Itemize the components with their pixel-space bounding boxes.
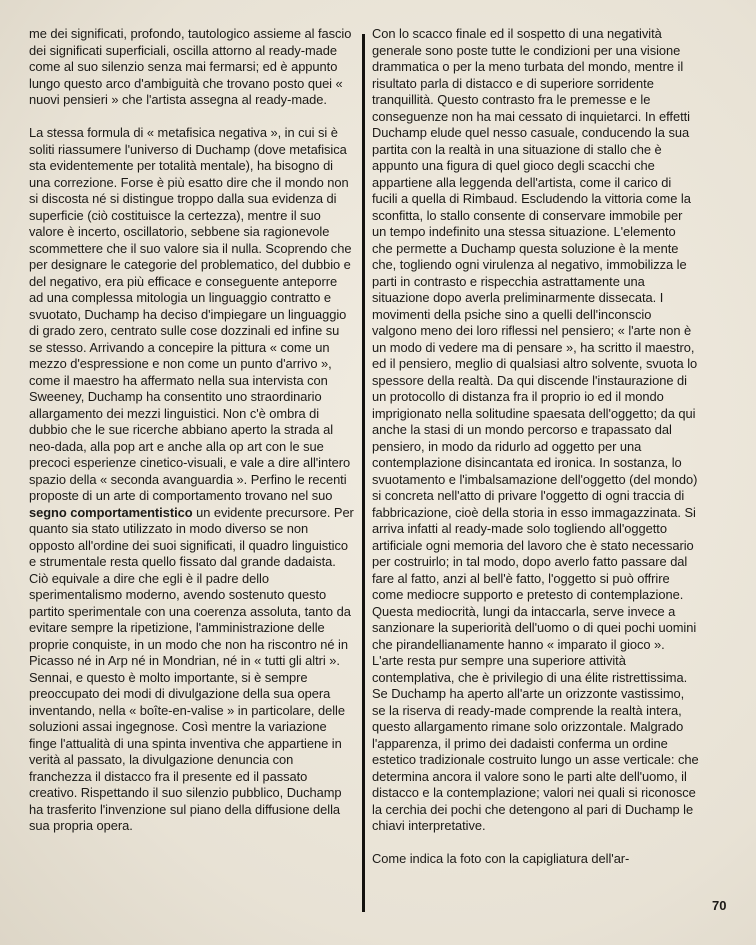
paragraph bbox=[29, 125, 354, 835]
emphasized-term: segno comportamentistico bbox=[29, 504, 193, 520]
paragraph: Con lo scacco finale ed il sospetto di una negatività generale sono poste tutte le condizioni per una visione drammatica o per la meno turbata del mondo, mentre il risultato parla di distacco e di superiore sorridente tranquillità. Questo contrasto fra le premesse e le conseguenze non ha mai cessato di inquietarci. In effetti Duchamp elude quel nesso casuale, conducendo la sua partita con la realtà in una situazione di stallo che è appunto una figura di quel gioco degli scacchi che appartiene alla leggenda dell'artista, come il carico di fucili a quella di Rimbaud. Escludendo la vittoria come la sconfitta, lo stallo consente di conservare immobile per un tempo indefinito una stessa situazione. L'elemento che permette a Duchamp questa soluzione è la mente che, togliendo ogni virulenza al negativo, immobilizza le parti in contrasto e rispecchia astrattamente una situazione dopo averla preliminarmente dissecata. I movimenti della psiche sino a quelli dell'inconscio valgono meno dei loro riflessi nel pensiero; « l'arte non è un modo di vedere ma di pensare », ha scritto il maestro, ed il pensiero, meglio di qualsiasi altro solvente, svuota lo spessore della realtà. Da qui discende l'instaurazione di un protocollo di distanza fra il proprio io ed il mondo imprigionato nella solitudine spaesata dell'oggetto; da qui anche la stasi di un mondo percorso e trapassato dal pensiero, in modo da ridurlo ad oggetto per una contemplazione disincantata ed ironica. In sostanza, lo svuotamento e l'imbalsamazione dell'oggetto (del mondo) si concreta nell'atto di privare l'oggetto di ogni traccia di fabbricazione, cioè della storia in esso immagazzinata. Si arriva infatti al ready-made solo togliendo all'oggetto artificiale ogni memoria del lavoro che è stato necessario per costruirlo; in tal modo, dopo averlo fatto passare dal fare al fatto, anzi al bell'è fatto, l'oggetto si può offrire come mediocre supporto e pretesto di contemplazione. Questa mediocrità, lungi da intaccarla, serve invece a sanzionare la superiorità dell'uomo o di quei pochi uomini che pirandellianamente hanno « imparato il gioco ». L'arte resta pur sempre una superiore attività contemplativa, che è privilegio di una élite ristrettissima. Se Duchamp ha aperto all'arte un orizzonte vastissimo, se la riserva di ready-made comprende la realtà intera, questo allargamento rimane solo orizzontale. Malgrado l'apparenza, il primo dei dadaisti conferma un ordine estetico tradizionale costruito lungo un asse verticale: che determina ancora il valore sono le parti alte dell'uomo, il distacco e la contemplazione; valori nei quali si riconosce la cerchia dei pochi che detengono al pari di Duchamp le chiavi interpretative. bbox=[372, 26, 699, 833]
paragraph: me dei significati, profondo, tautologico assieme al fascio dei significati superficiali, oscilla attorno al ready-made come al suo silenzio senza mai fermarsi; ed è appunto lungo questo arco d'ambiguità che trovano posto quei « nuovi pensieri » che l'artista assegna al ready-made. bbox=[29, 26, 352, 107]
paragraph: Come indica la foto con la capigliatura dell'ar- bbox=[372, 851, 630, 866]
page-number: 70 bbox=[712, 898, 727, 913]
right-text-column bbox=[372, 26, 699, 884]
paragraph-text: un evidente precursore. Per quanto sia stato utilizzato in modo diverso se non opposto all'ordine dei suoi significati, il quadro linguistico e strumentale resta quello fissato dal grande dadaista. Ciò equivale a dire che egli è il padre dello sperimentalismo moderno, avendo sostenuto questo partito sperimentale con una coerenza assoluta, tanto da evitare sempre la ripetizione, l'amministrazione delle proprie conquiste, in un modo che non ha riscontro né in Picasso né in Arp né in Mondrian, né in « tutti gli altri ». Sennai, e questo è molto importante, si è sempre preoccupato dei modi di divulgazione della sua opera inventando, nella « boîte-en-valise » in particolare, delle soluzioni assai ingegnose. Così mentre la variazione finge l'attualità di una spinta inventiva che appartiene in verità al passato, la divulgazione denuncia con franchezza il distacco fra il presente ed il passato creativo. Rispettando il suo silenzio pubblico, Duchamp ha trasferito l'invenzione sul piano della diffusione della sua propria opera. bbox=[29, 504, 354, 833]
left-text-column bbox=[29, 26, 354, 851]
paragraph-text: La stessa formula di « metafisica negativa », in cui si è soliti riassumere l'universo di Duchamp (dove metafisica sta evidentemente per totalità mentale), ha bisogno di una correzione. Forse è più esatto dire che il mondo non si discosta né si distingue troppo dalla sua evidenza di superficie (ciò costituisce la certezza), mentre il suo valore è incerto, oscillatorio, sebbene sia ragionevole scommettere che il suo valore sia il nulla. Scoprendo che per designare le categorie del problematico, del dubbio e del negativo, era più efficace e conseguente anteporre ad una complessa mitologia un linguaggio contratto e svuotato, Duchamp ha deciso d'impiegare un linguaggio di grado zero, centrato sulle cose dozzinali ed infine su se stesso. Arrivando a concepire la pittura « come un mezzo d'espressione e non come un punto d'arrivo », come il maestro ha affermato nella sua intervista con Sweeney, Duchamp ha consentito uno straordinario allargamento dei mezzi linguistici. Non c'è ombra di dubbio che le sue ricerche abbiano aperto la strada al neo-dada, alla pop art e anche alla op art con le sue precoci esperienze cinetico-visuali, e vale a dire all'intero spazio della « seconda avanguardia ». Perfino le recenti proposte di un arte di comportamento trovano nel suo bbox=[29, 125, 352, 503]
column-divider bbox=[362, 34, 365, 912]
